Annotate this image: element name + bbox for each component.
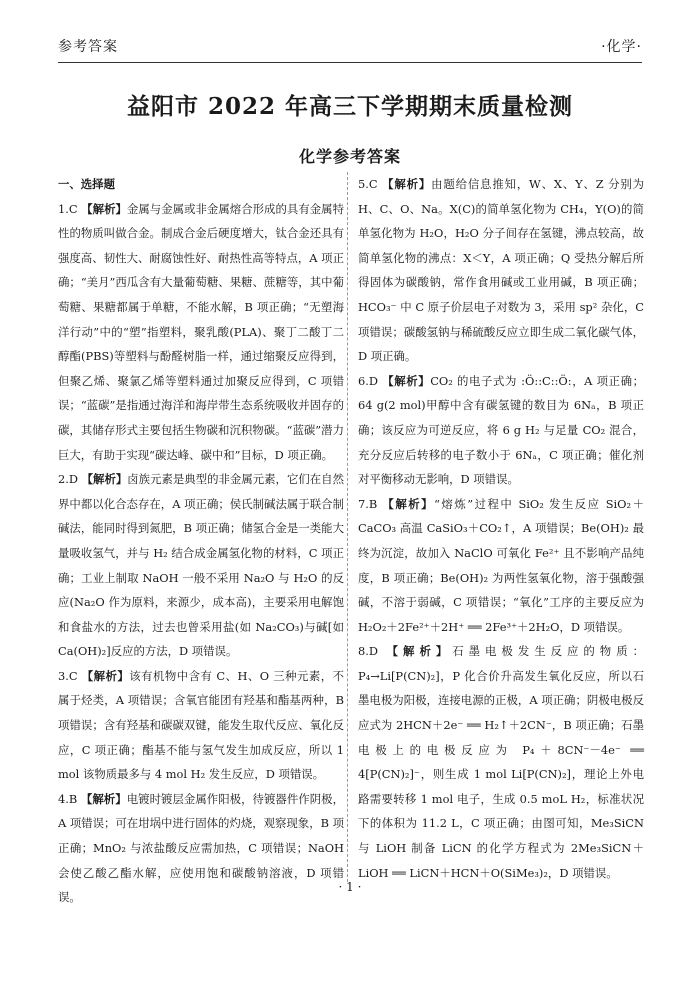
answer-item-3: [58, 664, 344, 787]
answer-text: 电镀时镀层金属作阳极，待镀器件作阴极，A 项错误；可在坩埚中进行固体的灼烧，观察现象，B 项正确；MnO₂ 与浓盐酸反应需加热，C 项错误；NaOH 会使乙酸乙酯水解，应使用饱和碳酸钠溶液，D 项错误。: [58, 791, 344, 905]
answer-item-1: [58, 197, 344, 468]
answer-text: 由题给信息推知，W、X、Y、Z 分别为 H、C、O、Na。X(C)的简单氢化物为 CH₄，Y(O)的简单氢化物为 H₂O，H₂O 分子间存在氢键，沸点较高，故简单氢化物的沸点：X＜Y，A 项正确；Q 受热分解后所得固体为碳酸钠，常作食用碱或工业用碱，B 项正确；HCO₃⁻ 中 C 原子价层电子对数为 3，采用 sp² 杂化，C 项错误；碳酸氢钠与稀硫酸反应立即生成二氧化碳气体，D 项正确。: [358, 177, 644, 364]
analysis-tag: 【解析】: [81, 668, 130, 683]
answer-text: 金属与金属或非金属熔合形成的具有金属特性的物质叫做合金。制成合金后硬度增大，钛合金还具有强度高、韧性大、耐腐蚀性好、耐热性高等特点，A 项正确；“美月”西瓜含有大量葡萄糖、果糖、蔗糖等，其中葡萄糖、果糖都属于单糖，不能水解，B 项正确；“无塑海洋行动”中的“塑”指塑料，聚乳酸(PLA)、聚丁二酸丁二醇酯(PBS)等塑料与酚醛树脂一样，通过缩聚反应得到，但聚乙烯、聚氯乙烯等塑料通过加聚反应得到，C 项错误；“蓝碳”是指通过海洋和海岸带生态系统吸收并固存的碳，其储存形式主要包括生物碳和沉积物碳。“蓝碳”潜力巨大，有助于实现“碳达峰、碳中和”目标，D 项正确。: [58, 201, 344, 462]
answer-number: 2.D: [58, 472, 79, 487]
analysis-tag: 【解析】: [81, 472, 128, 487]
answer-number: 7.B: [358, 496, 378, 511]
right-column: [358, 172, 644, 885]
analysis-tag: 【解析】: [386, 644, 453, 659]
answer-number: 8.D: [358, 644, 379, 659]
document-subtitle: 化学参考答案: [298, 147, 401, 166]
answer-number: 4.B: [58, 791, 78, 806]
header-left-label: 参考答案: [58, 39, 118, 55]
answer-number: 5.C: [358, 177, 378, 191]
answer-text: 卤族元素是典型的非金属元素，它们在自然界中都以化合态存在，A 项正确；侯氏制碱法属于联合制碱法，能同时得到氮肥，B 项正确；储氢合金是一类能大量吸收氢气，并与 H₂ 结合成金属氢化物的材料，C 项正确；工业上制取 NaOH 一般不采用 Na₂O 与 H₂O 的反应(Na₂O 作为原料，来源少，成本高)，主要采用电解饱和食盐水的方法，过去也曾采用盐(如 Na₂CO₃)与碱[如Ca(OH)₂]反应的方法，D 项错误。: [58, 472, 344, 659]
page-number: · 1 ·: [338, 880, 362, 894]
answer-number: 3.C: [58, 668, 78, 683]
analysis-tag: 【解析】: [382, 373, 431, 388]
answer-item-7: [358, 492, 644, 640]
answer-text: “熔炼”过程中 SiO₂ 发生反应 SiO₂＋CaCO₃ 高温 CaSiO₃＋CO₂↑，A 项错误；Be(OH)₂ 最终为沉淀，故加入 NaClO 可氧化 Fe²⁺ 且不影响产品纯度，B 项正确；Be(OH)₂ 为两性氢氧化物，溶于强酸强碱，不溶于弱碱，C 项错误；“氧化”工序的主要反应为 H₂O₂＋2Fe²⁺＋2H⁺ ══ 2Fe³⁺＋2H₂O，D 项错误。: [358, 496, 644, 634]
analysis-tag: 【解析】: [80, 791, 127, 806]
header-divider: [58, 62, 642, 63]
analysis-tag: 【解析】: [382, 177, 432, 191]
answer-number: 1.C: [58, 201, 78, 216]
answer-text: 石墨电极发生反应的物质：P₄→Li[P(CN)₂]，P 化合价升高发生氧化反应，所以石墨电极为阳极，连接电源的正极，A 项正确；阴极电极反应式为 2HCN＋2e⁻ ══ H₂↑＋2CN⁻，B 项正确；石墨电极上的电极反应为 P₄＋8CN⁻－4e⁻ ══ 4[P(CN)₂]⁻，则生成 1 mol Li[P(CN)₂]，理论上外电路需要转移 1 mol 电子，生成 0.5 moL H₂，标准状况下的体积为 11.2 L，C 项正确；由图可知，Me₃SiCN 与 LiOH 制备 LiCN 的化学方程式为 2Me₃SiCN＋LiOH ══ LiCN＋HCN＋O(SiMe₃)₂，D 项错误。: [358, 644, 644, 880]
answer-item-5: [358, 172, 644, 369]
column-divider: [347, 172, 348, 882]
analysis-tag: 【解析】: [382, 496, 435, 511]
header-subject-label: ·化学·: [601, 39, 642, 55]
answer-item-2: [58, 467, 344, 664]
left-column: [58, 172, 344, 910]
page-header: [58, 36, 642, 58]
section-heading: 一、选择题: [58, 177, 115, 191]
answer-item-8: [358, 639, 644, 885]
answer-number: 6.D: [358, 373, 379, 388]
document-title: 益阳市 2022 年高三下学期期末质量检测: [126, 93, 574, 120]
answer-text: CO₂ 的电子式为 :Ö::C::Ö:，A 项正确；64 g(2 mol)甲醇中含有碳氢键的数目为 6Nₐ，B 项正确；该反应为可逆反应，将 6 g H₂ 与足量 CO₂ 混合，充分反应后转移的电子数小于 6Nₐ，C 项正确；催化剂对平衡移动无影响，D 项错误。: [358, 373, 644, 487]
analysis-tag: 【解析】: [81, 201, 127, 216]
answer-text: 该有机物中含有 C、H、O 三种元素，不属于烃类，A 项错误；含氧官能团有羟基和酯基两种，B 项错误；含有羟基和碳碳双键，能发生取代反应、氧化反应，C 项正确；酯基不能与氢气发生加成反应，所以 1 mol 该物质最多与 4 mol H₂ 发生反应，D 项错误。: [58, 668, 344, 782]
answer-item-6: [358, 369, 644, 492]
